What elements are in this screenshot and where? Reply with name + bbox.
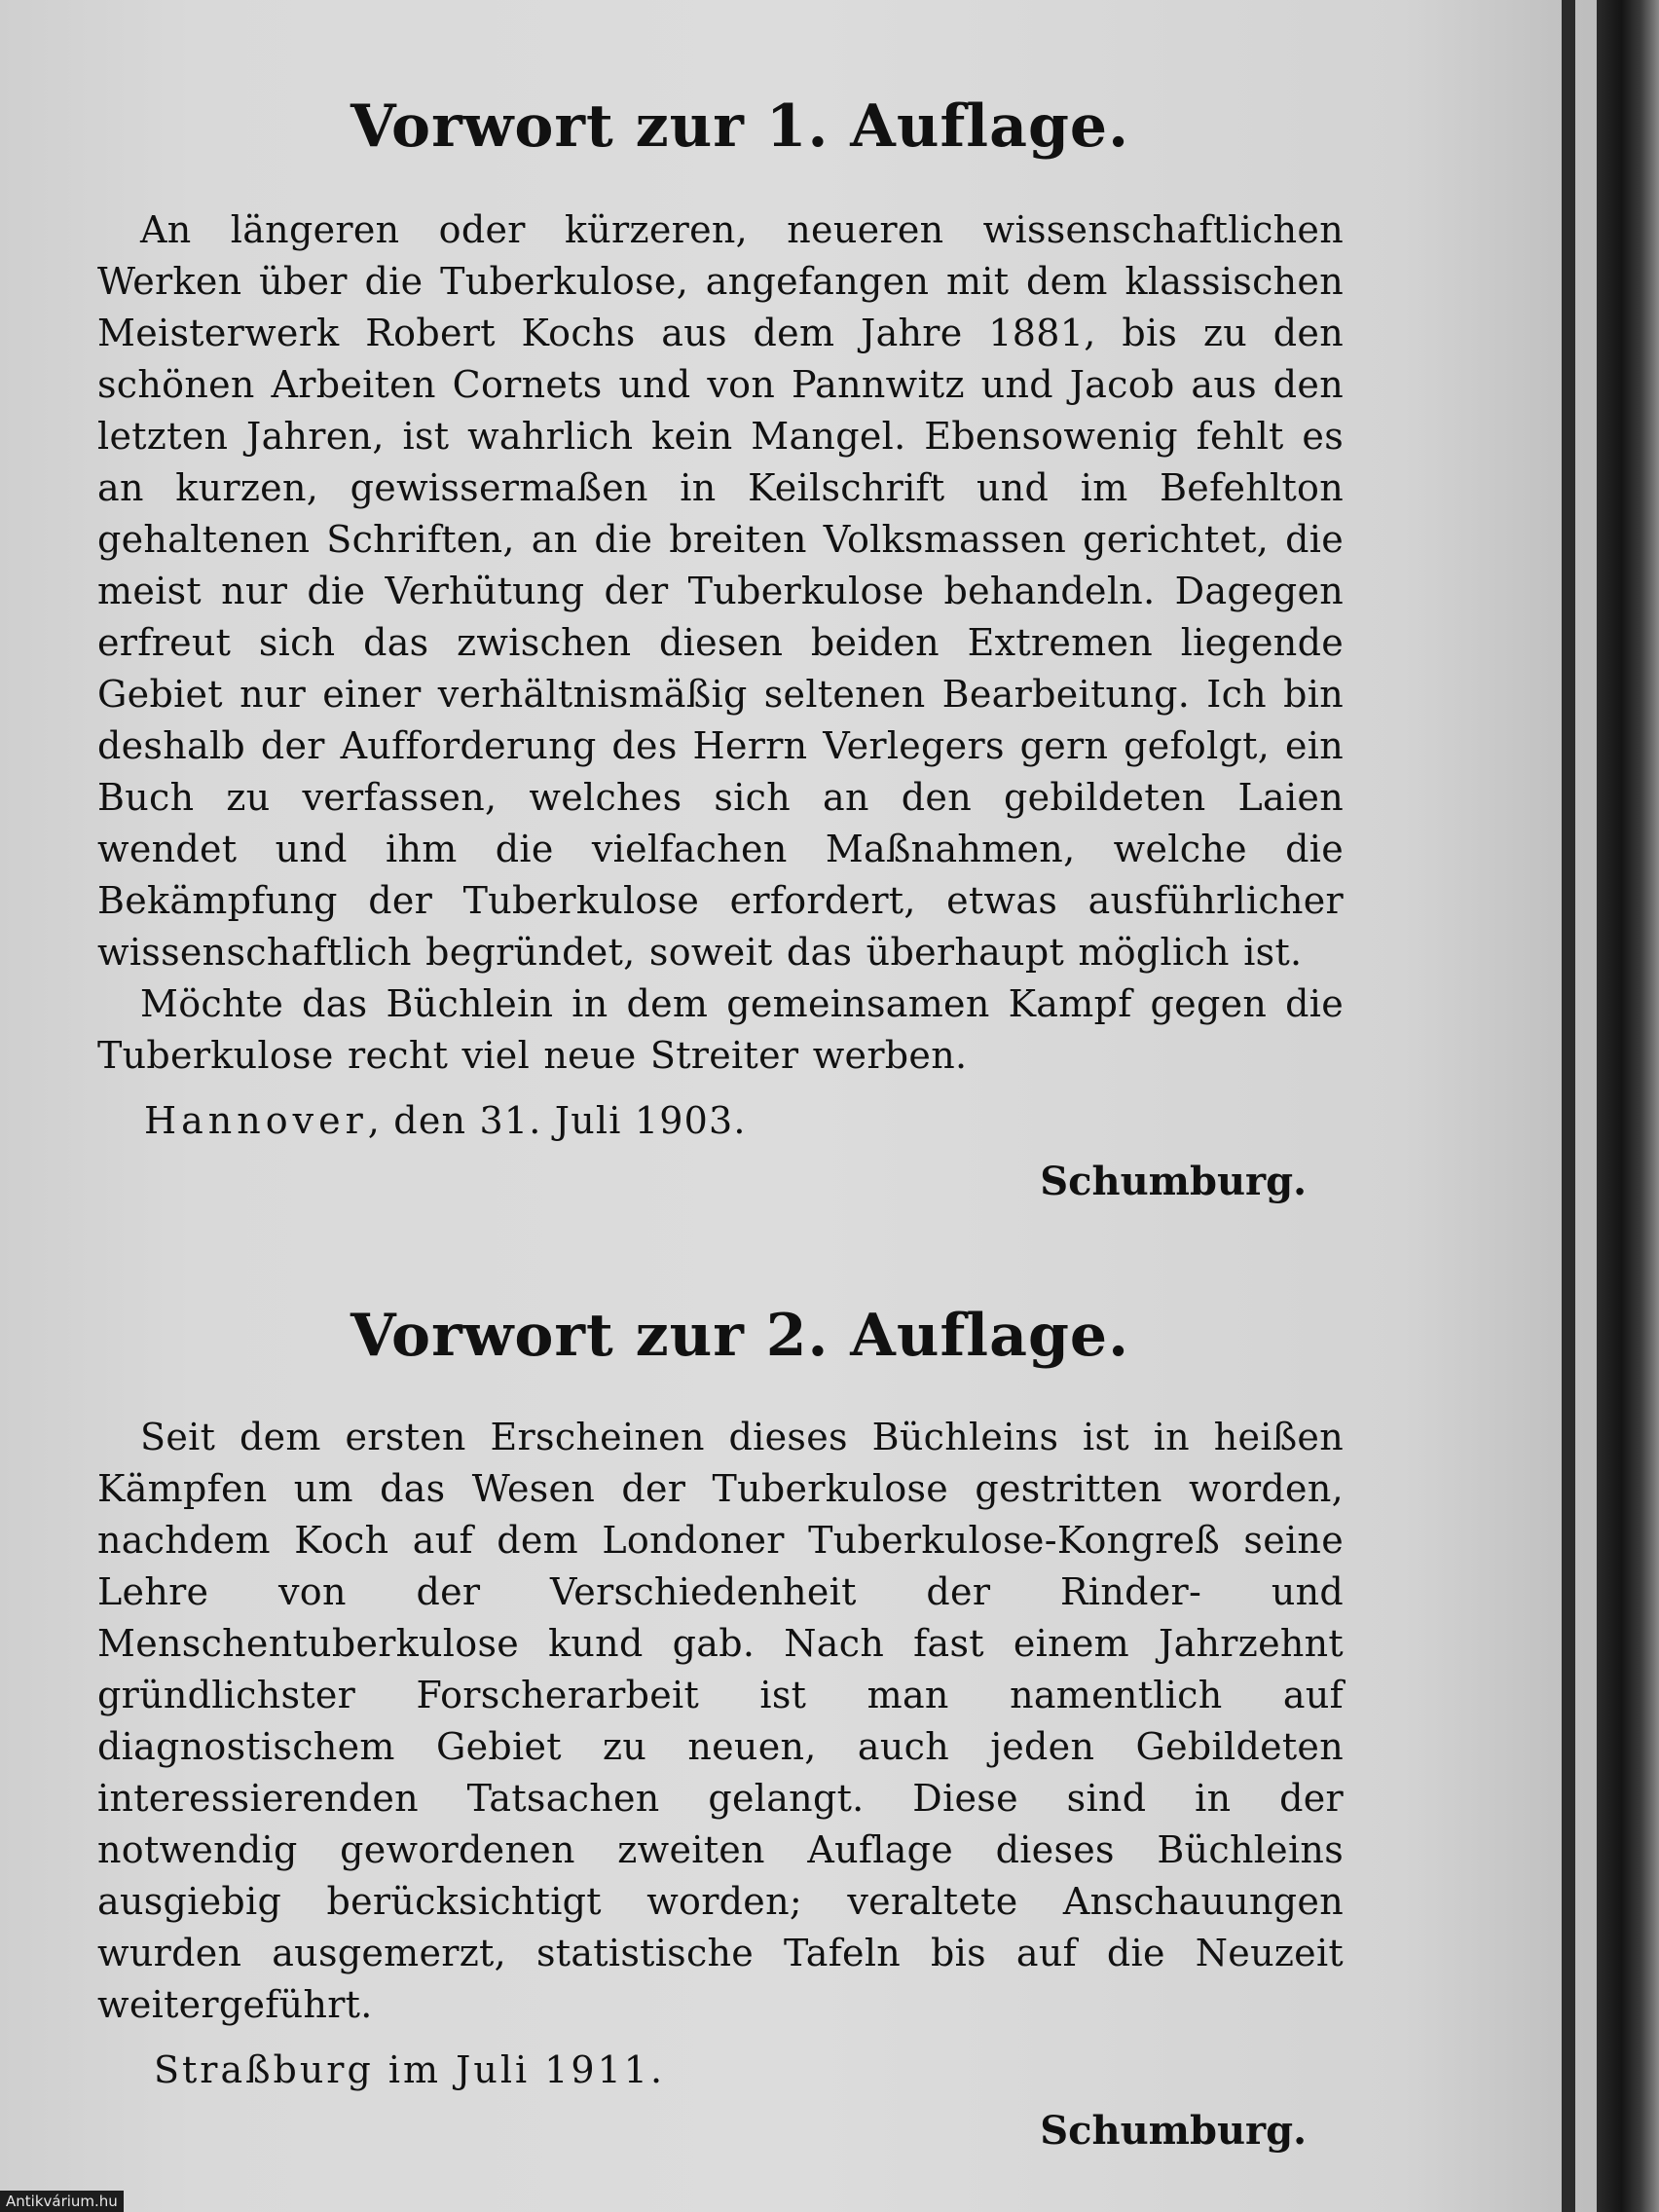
dateline-second-edition: Straßburg im Juli 1911. xyxy=(154,2048,666,2091)
signature-first-edition: Schumburg. xyxy=(1040,1159,1307,1204)
signature-second-edition: Schumburg. xyxy=(1040,2108,1307,2154)
page-edge xyxy=(1597,0,1659,2212)
heading-second-edition: Vorwort zur 2. Auflage. xyxy=(350,1302,1129,1370)
page-text xyxy=(97,88,1344,2160)
binding-shadow xyxy=(1562,0,1575,2212)
paragraph: Möchte das Büchlein in dem gemeinsamen Kampf gegen die Tuberkulose recht viel neue Streiter werben. xyxy=(97,982,1344,1077)
date-place: Hannover xyxy=(144,1099,368,1142)
paragraph: An längeren oder kürzeren, neueren wissenschaftlichen Werken über die Tuberkulose, angefangen mit dem klassischen Meisterwerk Robert Kochs aus dem Jahre 1881, bis zu den schönen Arbeiten Cornets und von Pannwitz und Jacob aus den letzten Jahren, ist wahrlich kein Mangel. Ebensowenig fehlt es an kurzen, gewissermaßen in Keilschrift und im Befehlton gehaltenen Schriften, an die breiten Volksmassen gerichtet, die meist nur die Verhütung der Tuberkulose behandeln. Dagegen erfreut sich das zwischen diesen beiden Extremen liegende Gebiet nur einer verhältnismäßig seltenen Bearbeitung. Ich bin deshalb der Aufforderung des Herrn Verlegers gern gefolgt, ein Buch zu verfassen, welches sich an den gebildeten Laien wendet und ihm die vielfachen Maßnahmen, welche die Bekämpfung der Tuberkulose erfordert, etwas ausführlicher wissenschaftlich begründet, soweit das überhaupt möglich ist. xyxy=(97,208,1344,974)
watermark: Antikvárium.hu xyxy=(0,2191,124,2212)
date-rest: , den 31. Juli 1903. xyxy=(367,1099,747,1142)
preface-first-edition xyxy=(97,88,1344,1211)
heading-first-edition: Vorwort zur 1. Auflage. xyxy=(350,92,1129,161)
dateline-first-edition xyxy=(97,1095,1344,1147)
paragraph: Seit dem ersten Erscheinen dieses Büchleins ist in heißen Kämpfen um das Wesen der Tuberkulose gestritten worden, nachdem Koch auf dem Londoner Tuberkulose-Kongreß seine Lehre von der Verschiedenheit der Rinder- und Menschentuberkulose kund gab. Nach fast einem Jahrzehnt gründlichster Forscherarbeit ist man namentlich auf diagnostischem Gebiet zu neuen, auch jeden Gebildeten interessierenden Tatsachen gelangt. Diese sind in der notwendig gewordenen zweiten Auflage dieses Büchleins ausgiebig berücksichtigt worden; veraltete Anschauungen wurden ausgemerzt, statistische Tafeln bis auf die Neuzeit weitergeführt. xyxy=(97,1416,1344,2026)
preface-second-edition xyxy=(97,1297,1344,2160)
